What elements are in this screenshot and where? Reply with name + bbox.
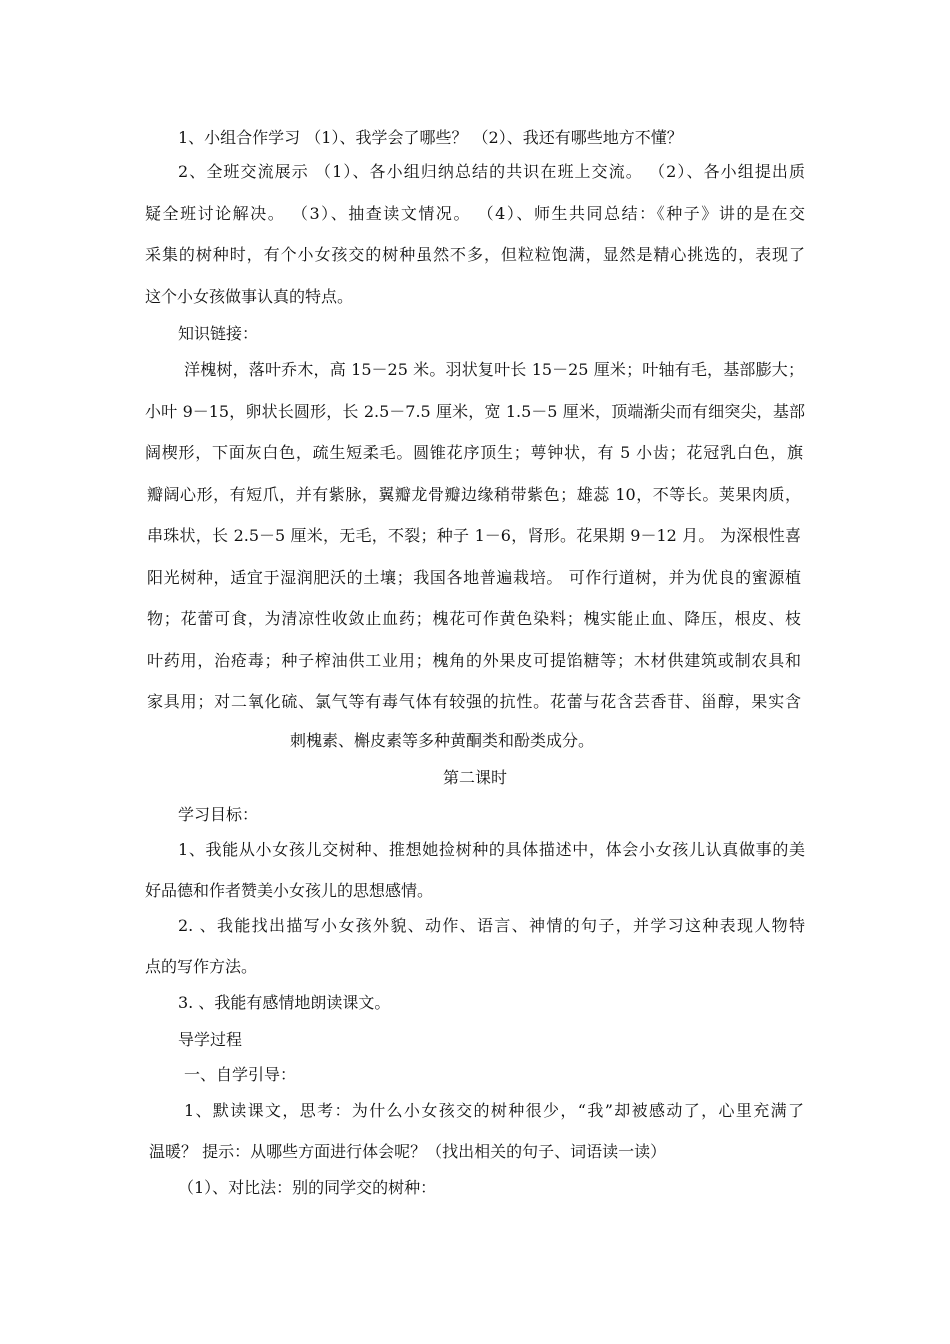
text-line: 采集的树种时，有个小女孩交的树种虽然不多，但粒粒饱满，显然是精心挑选的，表现了 (145, 245, 805, 264)
text-line: 1、小组合作学习 （1）、我学会了哪些？ （2）、我还有哪些地方不懂？ (178, 128, 683, 147)
text-line: 串珠状，长 2.5－5 厘米，无毛，不裂；种子 1－6，肾形。花果期 9－12 月。 为深根性喜 (147, 526, 801, 545)
text-line: 3. 、我能有感情地朗读课文。 (178, 993, 391, 1012)
section-heading: 学习目标： (178, 805, 259, 824)
text-line: 1、我能从小女孩儿交树种、推想她捡树种的具体描述中，体会小女孩儿认真做事的美 (178, 840, 805, 859)
text-line: 2、全班交流展示 （1）、各小组归纳总结的共识在班上交流。 （2）、各小组提出质 (178, 162, 805, 181)
text-line: 物；花蕾可食，为清凉性收敛止血药；槐花可作黄色染料；槐实能止血、降压，根皮、枝 (147, 609, 801, 628)
text-line: 阳光树种，适宜于湿润肥沃的土壤；我国各地普遍栽培。 可作行道树，并为优良的蜜源植 (147, 568, 801, 587)
text-line: 洋槐树，落叶乔木，高 15－25 米。羽状复叶长 15－25 厘米；叶轴有毛，基部膨大； (184, 360, 804, 379)
text-line: 温暖？ 提示：从哪些方面进行体会呢？（找出相关的句子、词语读一读） (149, 1142, 667, 1161)
text-line: 2. 、我能找出描写小女孩外貌、动作、语言、神情的句子，并学习这种表现人物特 (178, 916, 805, 935)
text-line: 1、默读课文，思考：为什么小女孩交的树种很少，“我”却被感动了，心里充满了 (184, 1101, 804, 1120)
text-line: （1）、对比法：别的同学交的树种： (178, 1178, 437, 1197)
text-line: 好品德和作者赞美小女孩儿的思想感情。 (145, 881, 434, 900)
section-heading: 一、自学引导： (184, 1065, 297, 1084)
text-line: 小叶 9－15，卵状长圆形，长 2.5－7.5 厘米，宽 1.5－5 厘米，顶端渐尖而有细突尖，基部 (145, 402, 805, 421)
text-line: 刺槐素、槲皮素等多种黄酮类和酚类成分。 (290, 731, 595, 750)
lesson-title: 第二课时 (442, 768, 507, 787)
text-line: 瓣阔心形，有短爪，并有紫脉，翼瓣龙骨瓣边缘稍带紫色；雄蕊 10，不等长。荚果肉质， (147, 485, 801, 504)
text-line: 家具用；对二氧化硫、氯气等有毒气体有较强的抗性。花蕾与花含芸香苷、甾醇，果实含 (147, 692, 801, 711)
section-heading: 知识链接： (178, 324, 259, 343)
text-line: 疑全班讨论解决。 （3）、抽查读文情况。 （4）、师生共同总结：《种子》讲的是在交 (145, 204, 805, 223)
section-heading: 导学过程 (178, 1030, 243, 1049)
text-line: 点的写作方法。 (145, 957, 258, 976)
text-line: 这个小女孩做事认真的特点。 (145, 287, 354, 306)
text-line: 阔楔形，下面灰白色，疏生短柔毛。圆锥花序顶生；萼钟状，有 5 小齿；花冠乳白色，旗 (145, 443, 803, 462)
text-line: 叶药用，治疮毒；种子榨油供工业用；槐角的外果皮可提馅糖等；木材供建筑或制农具和 (147, 651, 801, 670)
